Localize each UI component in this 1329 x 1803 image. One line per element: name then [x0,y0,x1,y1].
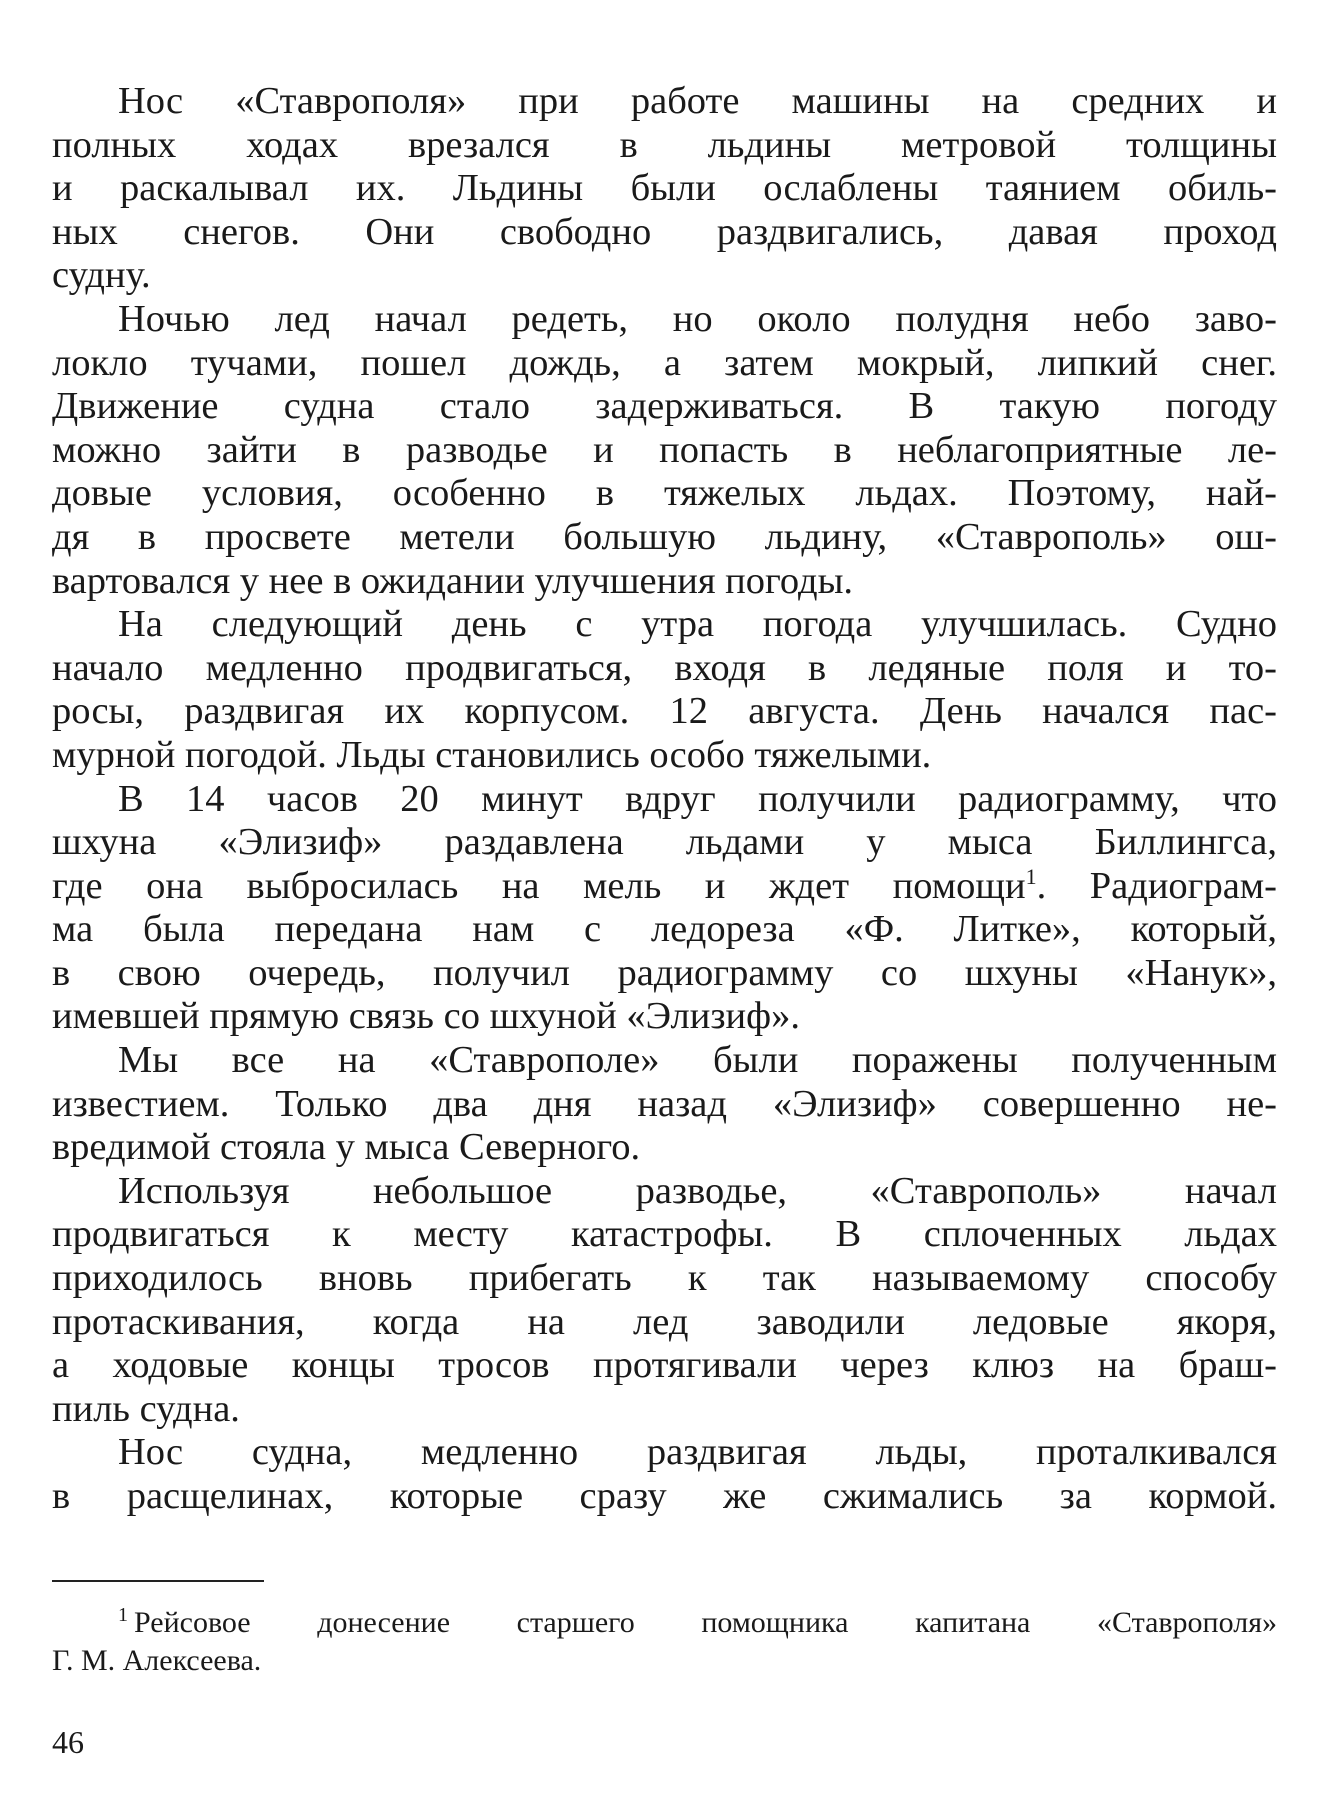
paragraph [52,1170,1277,1432]
text-line: локло тучами, пошел дождь, а затем мокрый, липкий снег. [52,341,1277,384]
footnote-marker: 1 [118,1604,128,1626]
footnote-text: Рейсовое донесение старшего помощника капитана «Ставрополя» [134,1606,1277,1639]
paragraph [52,80,1277,298]
text-line: Мы все на «Ставрополе» были поражены полученным [118,1039,1277,1082]
text-line: а ходовые концы тросов протягивали через клюз на браш- [52,1344,1277,1387]
text-line: ных снегов. Они свободно раздвигались, давая проход [52,210,1277,253]
footnote-line [52,1604,1277,1642]
footnote-line: Г. М. Алексеева. [52,1644,262,1677]
text-line: продвигаться к месту катастрофы. В сплоченных льдах [52,1213,1277,1256]
footnote-separator [52,1580,264,1582]
text-line: Нос судна, медленно раздвигая льды, проталкивался [118,1431,1277,1474]
text-line: росы, раздвигая их корпусом. 12 августа. День начался пас- [52,690,1277,733]
text-line: мурной погодой. Льды становились особо тяжелыми. [52,733,932,776]
text-line: довые условия, особенно в тяжелых льдах. Поэтому, най- [52,472,1277,515]
text-line: полных ходах врезался в льдины метровой толщины [52,123,1277,166]
body-text [52,80,1277,1519]
footnote-reference: 1 [1025,863,1037,889]
text-line: известием. Только два дня назад «Элизиф» совершенно не- [52,1082,1277,1125]
paragraph [52,1431,1277,1518]
text-line: вартовался у нее в ожидании улучшения погоды. [52,559,854,602]
text-line [52,865,1277,909]
text-line: вредимой стояла у мыса Северного. [52,1126,641,1169]
text-line: приходилось вновь прибегать к так называемому способу [52,1257,1277,1300]
text-line: и раскалывал их. Льдины были ослаблены таянием обиль- [52,167,1277,210]
text-line: имевшей прямую связь со шхуной «Элизиф». [52,995,800,1038]
text-line: Движение судна стало задерживаться. В такую погоду [52,385,1277,428]
text-line: начало медленно продвигаться, входя в ледяные поля и то- [52,646,1277,689]
text-line: На следующий день с утра погода улучшилась. Судно [118,603,1277,646]
text-line: Ночью лед начал редеть, но около полудня небо заво- [118,297,1277,340]
text-line: Используя небольшое разводье, «Ставрополь» начал [118,1169,1277,1212]
paragraph [52,1039,1277,1170]
text-line: Нос «Ставрополя» при работе машины на средних и [118,80,1277,122]
text-line: пиль судна. [52,1387,240,1430]
text-line: дя в просвете метели большую льдину, «Ставрополь» ош- [52,515,1277,558]
text-line: ма была передана нам с ледореза «Ф. Литке», который, [52,908,1277,951]
text-line: судну. [52,254,151,297]
text-line: шхуна «Элизиф» раздавлена льдами у мыса Биллингса, [52,821,1277,864]
paragraph [52,603,1277,777]
paragraph [52,298,1277,603]
text-line: в свою очередь, получил радиограмму со шхуны «Нанук», [52,951,1277,994]
text-line: в расщелинах, которые сразу же сжимались за кормой. [52,1475,1277,1517]
page-number: 46 [52,1724,84,1760]
footnote [52,1604,1277,1680]
text-segment: . Радиограм- [1036,864,1277,907]
paragraph [52,778,1277,1040]
text-line: протаскивания, когда на лед заводили ледовые якоря, [52,1300,1277,1343]
text-line: можно зайти в разводье и попасть в неблагоприятные ле- [52,428,1277,471]
text-line: В 14 часов 20 минут вдруг получили радиограмму, что [118,777,1277,820]
text-segment: где она выбросилась на мель и ждет помощи [52,864,1026,907]
